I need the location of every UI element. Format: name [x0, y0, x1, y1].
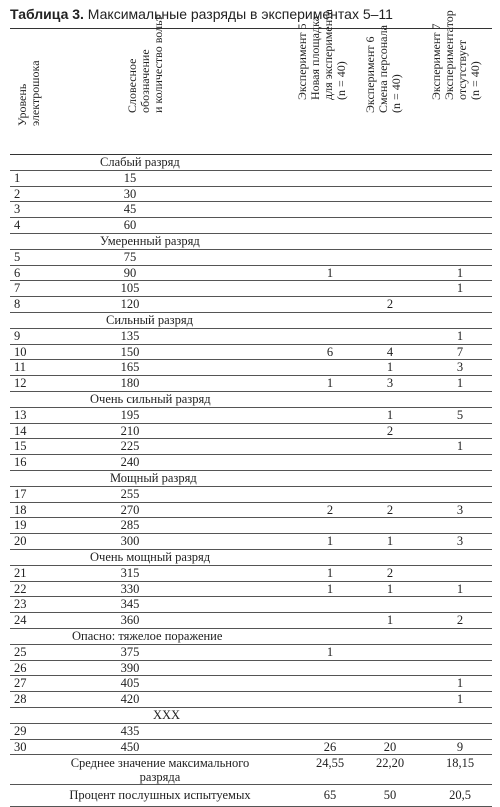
cell-exp7: 3	[456, 502, 464, 517]
cell-volts: 45	[123, 202, 137, 217]
cell-exp7	[420, 202, 500, 217]
table-row	[10, 455, 492, 471]
cell-exp6	[350, 676, 430, 691]
summary-exp5: 65	[323, 788, 337, 803]
summary-exp5: 24,55	[315, 756, 345, 771]
cell-level: 28	[14, 692, 27, 707]
cell-exp6: 20	[383, 739, 397, 754]
summary-label: Среднее значение максимального разряда	[70, 756, 250, 785]
cell-level: 25	[14, 644, 27, 659]
summary-exp7: 18,15	[445, 756, 475, 771]
header-exp7-text: Эксперимент 7 Экспериментатор отсутствует (n = 40)	[429, 10, 482, 100]
cell-exp6	[350, 250, 430, 265]
cell-exp6	[350, 518, 430, 533]
cell-exp7: 1	[456, 281, 464, 296]
table-row	[10, 345, 492, 361]
table-row	[10, 518, 492, 534]
cell-volts: 15	[123, 170, 137, 185]
section-label: Очень сильный разряд	[90, 392, 211, 406]
table-row	[10, 329, 492, 345]
header-exp6-text: Эксперимент 6 Смена персонала (n = 40)	[363, 25, 403, 113]
cell-exp6	[350, 487, 430, 502]
cell-volts: 315	[120, 565, 140, 580]
cell-level: 3	[14, 202, 21, 217]
cell-level: 20	[14, 534, 27, 549]
header-level-text: Уровень электрошока	[15, 60, 42, 126]
cell-exp7	[420, 297, 500, 312]
table-row	[10, 724, 492, 740]
cell-exp7	[420, 597, 500, 612]
cell-volts: 300	[120, 534, 140, 549]
cell-exp6: 1	[386, 581, 394, 596]
cell-exp6	[350, 218, 430, 233]
cell-exp7	[420, 487, 500, 502]
header-voltage	[120, 15, 180, 155]
cell-level: 13	[14, 407, 27, 422]
table-row	[10, 187, 492, 203]
section-label: Сильный разряд	[106, 313, 193, 327]
cell-level: 22	[14, 581, 27, 596]
header-level	[10, 29, 50, 155]
table-row	[10, 597, 492, 613]
summary-exp6: 22,20	[375, 756, 405, 771]
cell-level: 11	[14, 360, 27, 375]
section-label: Мощный разряд	[110, 471, 197, 485]
cell-exp6	[350, 187, 430, 202]
cell-volts: 270	[120, 502, 140, 517]
header-exp5	[294, 9, 354, 155]
cell-exp6: 1	[386, 360, 394, 375]
table-row	[10, 503, 492, 519]
cell-exp6: 2	[386, 502, 394, 517]
cell-exp7	[420, 187, 500, 202]
cell-level: 24	[14, 613, 27, 628]
table-row	[10, 582, 492, 598]
cell-volts: 345	[120, 597, 140, 612]
cell-volts: 60	[123, 218, 137, 233]
section-row	[10, 550, 492, 566]
cell-exp6: 1	[386, 407, 394, 422]
table-row	[10, 266, 492, 282]
cell-exp6: 1	[386, 534, 394, 549]
table-row	[10, 408, 492, 424]
section-row	[10, 313, 492, 329]
cell-volts: 195	[120, 407, 140, 422]
cell-volts: 210	[120, 423, 140, 438]
cell-exp7	[420, 250, 500, 265]
table-row	[10, 487, 492, 503]
table-row	[10, 534, 492, 550]
summary-row	[10, 785, 492, 807]
table-row	[10, 250, 492, 266]
cell-exp7	[420, 171, 500, 186]
cell-exp5: 1	[326, 644, 334, 659]
table-title-text: Максимальные разряды в экспериментах 5–11	[83, 6, 393, 22]
table-row	[10, 424, 492, 440]
cell-exp6	[350, 281, 430, 296]
cell-exp7: 1	[456, 676, 464, 691]
cell-volts: 180	[120, 376, 140, 391]
cell-exp7: 9	[456, 739, 464, 754]
table-row	[10, 740, 492, 756]
section-label: Умеренный разряд	[100, 234, 200, 248]
cell-volts: 285	[120, 518, 140, 533]
section-label: XXX	[153, 708, 181, 722]
cell-volts: 135	[120, 328, 140, 343]
cell-volts: 240	[120, 455, 140, 470]
table-row	[10, 281, 492, 297]
cell-exp5: 1	[326, 565, 334, 580]
cell-exp6	[350, 439, 430, 454]
header-exp6	[362, 25, 422, 155]
section-row	[10, 155, 492, 171]
cell-volts: 165	[120, 360, 140, 375]
cell-level: 12	[14, 376, 27, 391]
cell-level: 2	[14, 186, 21, 201]
cell-volts: 90	[123, 265, 137, 280]
cell-level: 30	[14, 739, 27, 754]
cell-volts: 420	[120, 692, 140, 707]
section-row	[10, 708, 492, 724]
cell-exp7	[420, 424, 500, 439]
cell-exp6	[350, 329, 430, 344]
cell-exp7	[420, 661, 500, 676]
cell-level: 7	[14, 281, 21, 296]
cell-level: 10	[14, 344, 27, 359]
cell-exp6	[350, 266, 430, 281]
summary-row	[10, 755, 492, 785]
cell-level: 17	[14, 486, 27, 501]
cell-exp5: 6	[326, 344, 334, 359]
cell-exp7	[420, 645, 500, 660]
table-title-number: Таблица 3.	[10, 6, 84, 22]
table-row	[10, 692, 492, 708]
cell-exp7	[420, 518, 500, 533]
cell-exp5: 2	[326, 502, 334, 517]
cell-volts: 75	[123, 249, 137, 264]
cell-exp7: 1	[456, 439, 464, 454]
cell-volts: 330	[120, 581, 140, 596]
cell-volts: 225	[120, 439, 140, 454]
table-row	[10, 202, 492, 218]
cell-exp7	[420, 724, 500, 739]
table-title	[10, 4, 494, 24]
cell-exp6	[350, 455, 430, 470]
cell-level: 15	[14, 439, 27, 454]
cell-exp6	[350, 724, 430, 739]
cell-exp5: 1	[326, 534, 334, 549]
table-row	[10, 171, 492, 187]
table-row	[10, 645, 492, 661]
section-row	[10, 234, 492, 250]
cell-volts: 435	[120, 723, 140, 738]
cell-volts: 105	[120, 281, 140, 296]
cell-exp5: 1	[326, 265, 334, 280]
cell-level: 14	[14, 423, 27, 438]
cell-exp7: 1	[456, 581, 464, 596]
section-label: Слабый разряд	[100, 155, 180, 169]
cell-exp6	[350, 202, 430, 217]
cell-exp6: 4	[386, 344, 394, 359]
cell-exp6	[350, 645, 430, 660]
cell-exp6: 2	[386, 297, 394, 312]
cell-exp6: 2	[386, 565, 394, 580]
cell-level: 1	[14, 170, 21, 185]
table-row	[10, 566, 492, 582]
table-row	[10, 297, 492, 313]
cell-exp6	[350, 692, 430, 707]
cell-level: 26	[14, 660, 27, 675]
cell-level: 9	[14, 328, 21, 343]
summary-exp6: 50	[383, 788, 397, 803]
cell-exp7	[420, 218, 500, 233]
table-row	[10, 376, 492, 392]
table-row	[10, 218, 492, 234]
cell-exp7: 1	[456, 328, 464, 343]
cell-level: 27	[14, 676, 27, 691]
cell-volts: 405	[120, 676, 140, 691]
cell-level: 19	[14, 518, 27, 533]
cell-volts: 390	[120, 660, 140, 675]
cell-exp5: 26	[323, 739, 337, 754]
cell-exp7: 1	[456, 692, 464, 707]
cell-level: 16	[14, 455, 27, 470]
cell-level: 6	[14, 265, 21, 280]
table-row	[10, 613, 492, 629]
cell-exp7: 3	[456, 534, 464, 549]
cell-exp6: 3	[386, 376, 394, 391]
cell-exp6	[350, 597, 430, 612]
cell-exp6: 1	[386, 613, 394, 628]
cell-volts: 360	[120, 613, 140, 628]
cell-exp7: 7	[456, 344, 464, 359]
cell-level: 5	[14, 249, 21, 264]
cell-exp7: 1	[456, 265, 464, 280]
section-label: Очень мощный разряд	[90, 550, 211, 564]
cell-exp6	[350, 661, 430, 676]
cell-volts: 255	[120, 486, 140, 501]
section-row	[10, 392, 492, 408]
cell-level: 18	[14, 502, 27, 517]
cell-exp7: 1	[456, 376, 464, 391]
table-row	[10, 439, 492, 455]
cell-level: 8	[14, 297, 21, 312]
header-voltage-text: Словесное обозначение и количество вольт	[125, 15, 165, 113]
table-row	[10, 360, 492, 376]
section-row	[10, 629, 492, 645]
cell-exp6	[350, 171, 430, 186]
cell-exp7	[420, 455, 500, 470]
summary-label: Процент послушных испытуемых	[69, 788, 251, 803]
summary-exp7: 20,5	[449, 788, 471, 803]
header-exp5-text: Эксперимент 5 Новая площадка для эксперимента (n = 40)	[295, 9, 348, 100]
cell-volts: 450	[120, 739, 140, 754]
cell-exp5: 1	[326, 581, 334, 596]
cell-exp7	[420, 566, 500, 581]
header-exp7	[428, 10, 488, 155]
cell-level: 29	[14, 723, 27, 738]
cell-volts: 30	[123, 186, 137, 201]
cell-exp7: 5	[456, 407, 464, 422]
cell-volts: 375	[120, 644, 140, 659]
section-label: Опасно: тяжелое поражение	[72, 629, 223, 643]
table-row	[10, 661, 492, 677]
cell-exp5: 1	[326, 376, 334, 391]
section-row	[10, 471, 492, 487]
cell-volts: 120	[120, 297, 140, 312]
cell-level: 4	[14, 218, 21, 233]
cell-level: 23	[14, 597, 27, 612]
table-row	[10, 676, 492, 692]
cell-level: 21	[14, 565, 27, 580]
cell-volts: 150	[120, 344, 140, 359]
cell-exp7: 2	[456, 613, 464, 628]
cell-exp6: 2	[386, 423, 394, 438]
cell-exp7: 3	[456, 360, 464, 375]
